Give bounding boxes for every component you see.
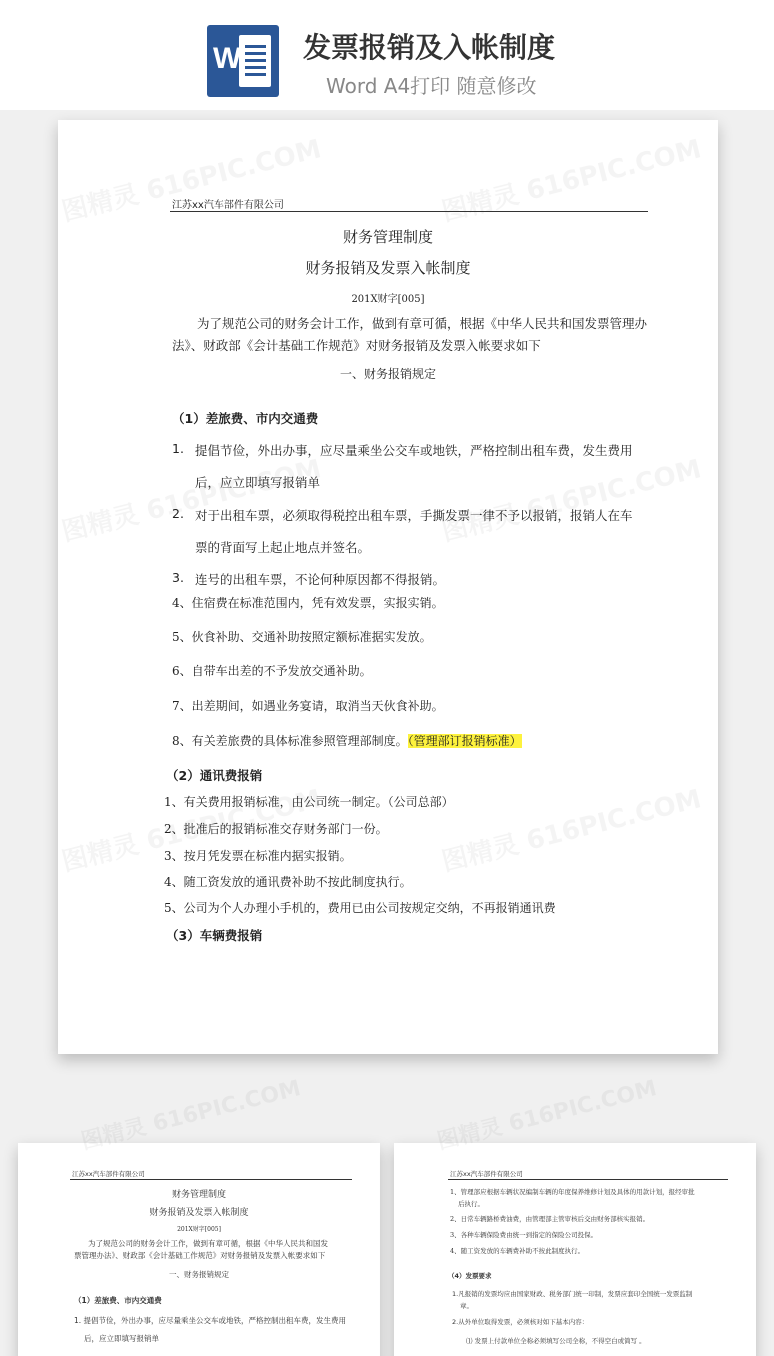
highlighted-note: （管理部订报销标准） (407, 734, 522, 748)
section-heading: 一、财务报销规定 (339, 367, 436, 381)
banner (0, 0, 774, 110)
thumbnail-page-1 (18, 1143, 380, 1356)
list-item-continuation: 后执行。 (458, 1200, 484, 1208)
list-item: 1. 提倡节俭，外出办事，应尽量乘坐公交车或地铁，严格控制出租车费，发生费用 (74, 1316, 347, 1325)
list-item: 7、出差期间，如遇业务宴请，取消当天伙食补助。 (172, 699, 444, 713)
doc-subtitle: 财务报销及发票入帐制度 (305, 259, 471, 277)
list-item-continuation: 后，应立即填写报销单 (195, 475, 321, 490)
list-item: 3、各种车辆保险费由统一到指定的保险公司投保。 (450, 1231, 598, 1239)
company-header: 江苏xx汽车部件有限公司 (172, 200, 284, 211)
list-item: 4、住宿费在标准范围内，凭有效发票，实报实销。 (172, 596, 444, 610)
intro-paragraph: 为了规范公司的财务会计工作，做到有章可循，根据《中华人民共和国发票管理办法》、财政部《会计基础工作规范》对财务报销及发票入帐要求如下 (172, 316, 648, 353)
banner-title: 发票报销及入帐制度 (303, 31, 556, 64)
list-item: 5、公司为个人办理小手机的，费用已由公司按规定交纳，不再报销通讯费 (164, 901, 556, 915)
list-item-continuation: 章。 (460, 1302, 473, 1310)
section-heading: 一、财务报销规定 (169, 1270, 229, 1279)
doc-number: 201X财字[005] (351, 294, 425, 305)
company-header: 江苏xx汽车部件有限公司 (72, 1170, 145, 1178)
list-item: 2、日常车辆路桥费油费，由管理部主管审核后交由财务部核实报销。 (450, 1215, 650, 1223)
subsection-heading: （2）通讯费报销 (166, 768, 263, 783)
header-rule (70, 1179, 352, 1180)
intro-paragraph: 为了规范公司的财务会计工作，做到有章可循，根据《中华人民共和国发票管理办法》、财政部《会计基础工作规范》对财务报销及发票入帐要求如下 (74, 1239, 328, 1260)
list-item: 3、按月凭发票在标准内据实报销。 (164, 849, 352, 863)
document-page: 江苏xx汽车部件有限公司 财务管理制度 财务报销及发票入帐制度 201X财字[005] 为了规范公司的财务会计工作，做到有章可循，根据《中华人民共和国发票管理办法》、财政部《会计基础工作规范》对财务报销及发票入帐要求如下 一、财务报销规定 （1）差旅费、市内交通费 1. 提倡节俭，外出办事，应尽量乘坐公交车或地铁，严格控制出租车费，发生费用 后，应立即填写报销单 2. 对于出租车票，必须取得税控出租车票，手撕发票一律不予以报销，报销人在车 票的背面写上起止地点并签名。 3. 连号的出租车票，不论何种原因都不得报销。 4、住宿费在标准范围内，凭有效发票，实报实销。 5、伙食补助、交通补助按照定额标准据实发放。 6、自带车出差的不予发放交通补助。 7、出差期间，如遇业务宴请，取消当天伙食补助。 8、有关差旅费的具体标准参照管理部制度。（管理部订报销标准） （2）通讯费报销 1、有关费用报销标准，由公司统一制定。（公司总部） 2、批准后的报销标准交存财务部门一份。 3、按月凭发票在标准内据实报销。 4、随工资发放的通讯费补助不按此制度执行。 5、公司为个人办理小手机的，费用已由公司按规定交纳，不再报销通讯费 （3）车辆费报销 (58, 120, 718, 1054)
list-item-continuation: 票的背面写上起止地点并签名。 (195, 540, 371, 555)
list-item: 4、随工资发放的通讯费补助不按此制度执行。 (164, 875, 412, 889)
company-header: 江苏xx汽车部件有限公司 (450, 1170, 523, 1178)
header-rule (170, 211, 648, 212)
list-item: 1.凡报销的发票均应由国家财政、税务部门统一印制，发票应套印全国统一发票监制 (452, 1290, 693, 1298)
list-item-continuation: 后，应立即填写报销单 (84, 1334, 159, 1343)
list-item: 8、有关差旅费的具体标准参照管理部制度。（管理部订报销标准） (172, 734, 522, 748)
header-rule (448, 1179, 728, 1180)
subsection-heading: （4）发票要求 (448, 1272, 492, 1280)
list-item: ⑴ 发票上付款单位全称必须填写公司全称，不得空白或简写 。 (466, 1337, 646, 1345)
list-item: 4、随工资发放的车辆费补助不按此制度执行。 (450, 1247, 585, 1255)
list-item: 2、批准后的报销标准交存财务部门一份。 (164, 822, 388, 836)
banner-subtitle: Word A4打印 随意修改 (326, 74, 537, 98)
list-item: 1、管理部应根据车辆状况编制车辆的年度保养维修计划及具体的用款计划，报经审批 (450, 1188, 695, 1196)
subsection-heading: （3）车辆费报销 (166, 928, 263, 943)
watermark (57, 448, 324, 548)
list-item: 6、自带车出差的不予发放交通补助。 (172, 664, 372, 678)
watermark (57, 128, 324, 228)
watermark (437, 778, 704, 878)
word-icon (207, 25, 279, 97)
watermark (437, 128, 704, 228)
doc-title: 财务管理制度 (342, 228, 433, 246)
list-item: 5、伙食补助、交通补助按照定额标准据实发放。 (172, 630, 432, 644)
word-icon-letter: W (213, 42, 242, 75)
watermark (434, 1071, 660, 1156)
list-item: 2.从外单位取得发票，必须核对如下基本内容： (452, 1318, 589, 1326)
doc-title: 财务管理制度 (171, 1190, 226, 1200)
doc-number: 201X财字[005] (177, 1226, 221, 1233)
word-icon-page (239, 35, 271, 87)
doc-subtitle: 财务报销及发票入帐制度 (149, 1208, 249, 1218)
watermark (78, 1071, 304, 1156)
thumbnail-page-2 (394, 1143, 756, 1356)
subsection-heading: （1）差旅费、市内交通费 (172, 411, 319, 426)
watermark (437, 448, 704, 548)
list-item: 1、有关费用报销标准，由公司统一制定。（公司总部） (164, 795, 454, 809)
subsection-heading: （1）差旅费、市内交通费 (74, 1296, 162, 1305)
